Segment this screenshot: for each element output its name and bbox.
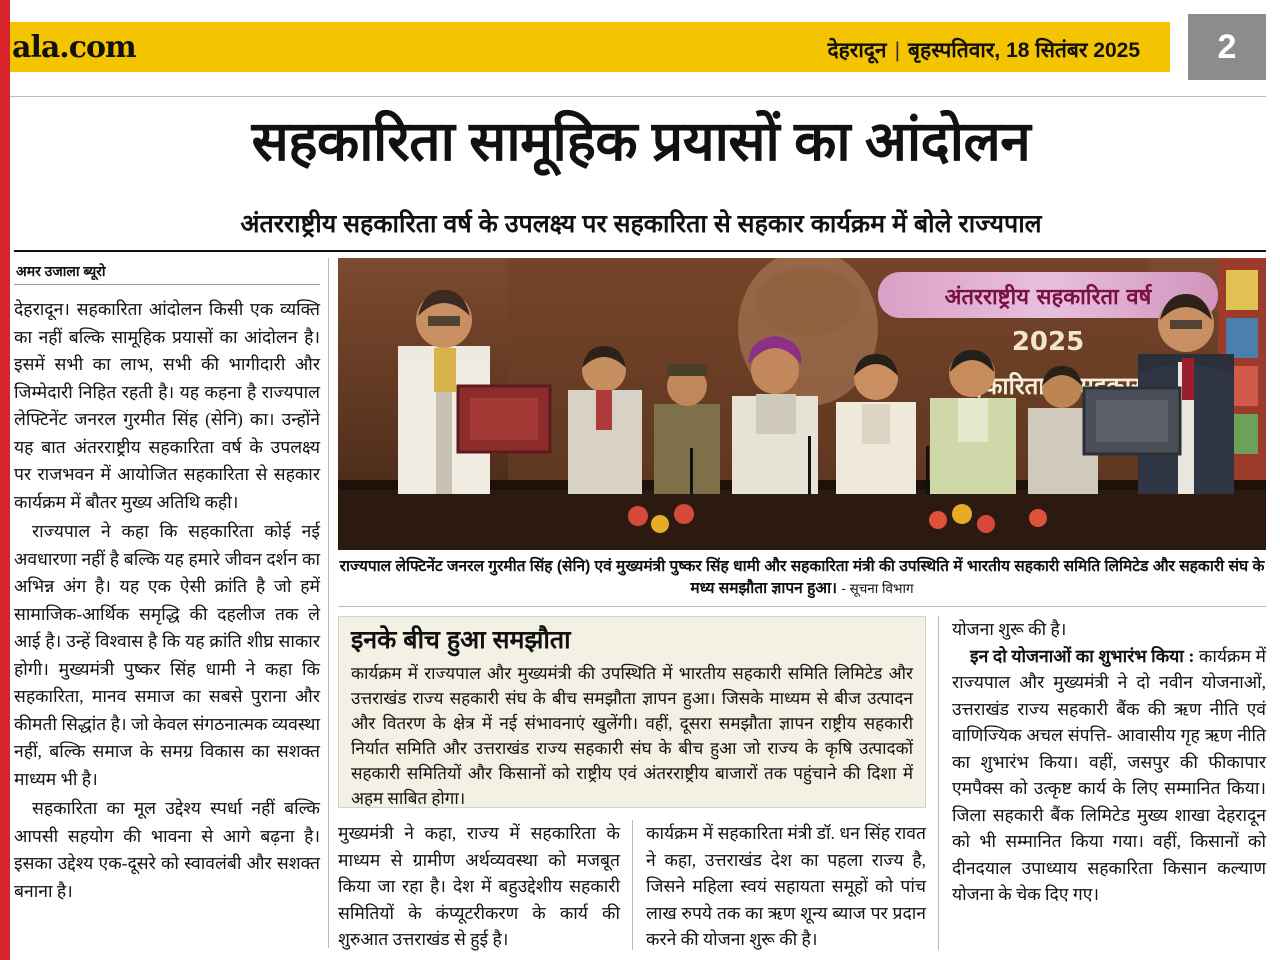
caption-text: राज्यपाल लेफ्टिनेंट जनरल गुरमीत सिंह (सेनि) एवं मुख्यमंत्री पुष्कर सिंह धामी और सहकारिता मंत्री की उपस्थिति में भारतीय सहकारी समिति लिमिटेड और सहकारी संघ के मध्य समझौता ज्ञापन हुआ।	[339, 558, 1265, 597]
right-col-intro: योजना शुरू की है।	[952, 619, 1067, 639]
column-divider	[938, 616, 939, 950]
article-photo	[338, 258, 1266, 550]
headline-rule	[14, 250, 1266, 252]
right-col-heading: इन दो योजनाओं का शुभारंभ किया :	[970, 645, 1195, 666]
paragraph	[952, 643, 1266, 908]
article-body-mid-left	[338, 820, 620, 950]
column-divider	[328, 258, 329, 948]
article-body-right	[952, 616, 1266, 950]
paragraph	[952, 616, 1266, 643]
photo-caption	[338, 556, 1266, 600]
box-story	[338, 616, 926, 808]
paragraph: सहकारिता का मूल उद्देश्य स्पर्धा नहीं बल्कि आपसी सहयोग की भावना से आगे बढ़ना है। इसका उद्देश्य एक-दूसरे को स्वावलंबी और सशक्त बनाना है।	[14, 798, 320, 901]
article-body-left	[14, 296, 320, 946]
stage-photo-illustration	[338, 258, 1266, 550]
paragraph: मुख्यमंत्री ने कहा, राज्य में सहकारिता के माध्यम से ग्रामीण अर्थव्यवस्था को मजबूत किया जा रहा है। देश में बहुउद्देशीय सहकारी समितियों के कंप्यूटरीकरण के कार्य की शुरुआत उत्तराखंड से हुई है।	[338, 823, 620, 949]
dateline-separator: |	[894, 39, 901, 62]
page-number-badge: 2	[1188, 14, 1266, 80]
article-body-mid-right	[646, 820, 926, 950]
svg-text:अंतरराष्ट्रीय सहकारिता वर्ष: अंतरराष्ट्रीय सहकारिता वर्ष	[944, 285, 1152, 310]
masthead	[10, 0, 1280, 92]
byline: अमर उजाला ब्यूरो	[16, 263, 106, 279]
box-story-text: कार्यक्रम में राज्यपाल और मुख्यमंत्री की उपस्थिति में भारतीय सहकारी समिति लिमिटेड और उत्तराखंड राज्य सहकारी संघ के बीच समझौता ज्ञापन हुआ। जिसके माध्यम से बीज उत्पादन और वितरण के क्षेत्र में नई संभावनाएं खुलेंगी। वहीं, दूसरा समझौता ज्ञापन राष्ट्रीय सहकारी निर्यात समिति और उत्तराखंड राज्य सहकारी संघ के बीच हुआ जो राज्य के कृषि उत्पादकों सहकारी समितियों और किसानों को राष्ट्रीय एवं अंतरराष्ट्रीय बाजारों तक पहुंचाने की दिशा में अहम साबित होगा।	[351, 664, 913, 808]
column-divider	[632, 820, 633, 950]
article-subhead: अंतरराष्ट्रीय सहकारिता वर्ष के उपलक्ष्य पर सहकारिता से सहकार कार्यक्रम में बोले राज्यपाल	[240, 210, 1042, 238]
right-col-text: कार्यक्रम में राज्यपाल और मुख्यमंत्री ने दो नवीन योजनाओं, उत्तराखंड राज्य सहकारी बैंक की ऋण नीति एवं वाणिज्यिक अचल संपत्ति- आवासीय गृह ऋण नीति का शुभारंभ किया। वहीं, जसपुर की फीकापार एमपैक्स को उत्कृष्ट कार्य के लिए सम्मानित किया। जिला सहकारी बैंक लिमिटेड मुख्य शाखा देहरादून को भी सम्मानित किया गया। वहीं, किसानों को दीनदयाल उपाध्याय सहकारिता किसान कल्याण योजना के चेक दिए गए।	[952, 645, 1267, 904]
left-red-rule	[0, 0, 10, 960]
masthead-dateline	[827, 36, 1140, 64]
dateline-place: देहरादून	[827, 39, 887, 62]
svg-text:2025: 2025	[1011, 327, 1085, 357]
dateline-date: बृहस्पतिवार, 18 सितंबर 2025	[908, 39, 1140, 62]
caption-rule	[338, 606, 1266, 607]
masthead-divider	[10, 96, 1266, 97]
paragraph: कार्यक्रम में सहकारिता मंत्री डॉ. धन सिंह रावत ने कहा, उत्तराखंड देश का पहला राज्य है, जिसने महिला स्वयं सहायता समूहों को पांच लाख रुपये तक का ऋण शून्य ब्याज पर प्रदान करने की योजना शुरू की है।	[646, 823, 926, 949]
paragraph: देहरादून। सहकारिता आंदोलन किसी एक व्यक्ति का नहीं बल्कि सामूहिक प्रयासों का आंदोलन है। इसमें सभी का लाभ, सभी की भागीदारी और जिम्मेदारी निहित रहती है। यह कहना है राज्यपाल लेफ्टिनेंट जनरल गुरमीत सिंह (सेनि) का। उन्होंने यह बात अंतरराष्ट्रीय सहकारिता वर्ष के उपलक्ष्य पर राजभवन में आयोजित सहकारिता से सहकार कार्यक्रम में बौतर मुख्य अतिथि कही।	[14, 299, 320, 512]
svg-text:सहकारिता से सहकार: सहकारिता सहकार	[955, 372, 1141, 400]
byline-rule	[14, 284, 320, 285]
page-title: सहकारिता सामूहिक प्रयासों का आंदोलन	[251, 110, 1031, 172]
box-story-title: इनके बीच हुआ समझौता	[351, 626, 571, 654]
site-logo[interactable]: ala.com	[12, 30, 136, 65]
paragraph: राज्यपाल ने कहा कि सहकारिता कोई नई अवधारणा नहीं है बल्कि यह हमारे जीवन दर्शन का अभिन्न अंग है। यह एक ऐसी क्रांति है जो हमें सामाजिक-आर्थिक समृद्धि की दहलीज तक ले आई है। उन्हें विश्वास है कि यह क्रांति शीघ्र साकार होगी। मुख्यमंत्री पुष्कर सिंह धामी ने कहा कि सहकारिता, मानव समाज का सबसे पुराना और कीमती सिद्धांत है। जो केवल संगठनात्मक व्यवस्था नहीं, बल्कि समाज के समग्र विकास का सशक्त माध्यम भी है।	[14, 521, 320, 789]
photo-credit: - सूचना विभाग	[841, 581, 914, 596]
